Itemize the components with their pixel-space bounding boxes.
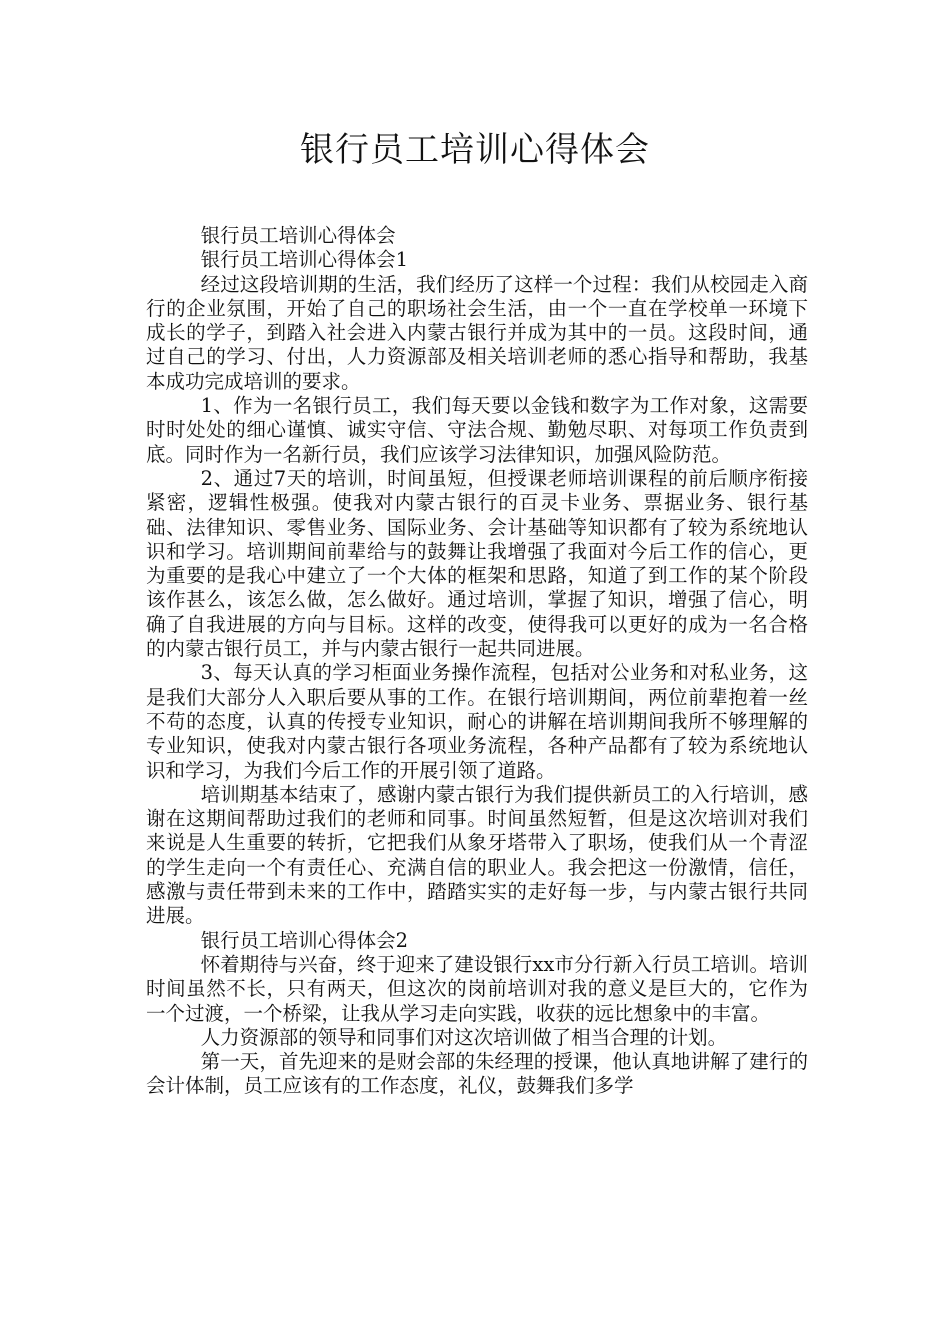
paragraph: 1、作为一名银行员工，我们每天要以金钱和数字为工作对象，这需要时时处处的细心谨慎、诚实守信、守法合规、勤勉尽职、对每项工作负责到底。同时作为一名新行员，我们应该学习法律知识，加强风险防范。: [146, 394, 808, 466]
section-heading-2: 银行员工培训心得体会2: [200, 928, 409, 952]
section-heading-1: 银行员工培训心得体会1: [200, 248, 409, 272]
paragraph: 3、每天认真的学习柜面业务操作流程，包括对公业务和对私业务，这是我们大部分人入职后要从事的工作。在银行培训期间，两位前辈抱着一丝不苟的态度，认真的传授专业知识，耐心的讲解在培训期间我所不够理解的专业知识，使我对内蒙古银行各项业务流程，各种产品都有了较为系统地认识和学习，为我们今后工作的开展引领了道路。: [146, 661, 808, 782]
document-title: 银行员工培训心得体会: [300, 130, 650, 170]
subtitle-line: 银行员工培训心得体会: [200, 224, 396, 247]
paragraph: 2、通过7天的培训，时间虽短，但授课老师培训课程的前后顺序衔接紧密，逻辑性极强。使我对内蒙古银行的百灵卡业务、票据业务、银行基础、法律知识、零售业务、国际业务、会计基础等知识都有了较为系统地认识和学习。培训期间前辈给与的鼓舞让我增强了我面对今后工作的信心，更为重要的是我心中建立了一个大体的框架和思路，知道了到工作的某个阶段该作甚么，该怎么做，怎么做好。通过培训，掌握了知识，增强了信心，明确了自我进展的方向与目标。这样的改变，使得我可以更好的成为一名合格的内蒙古银行员工，并与内蒙古银行一起共同进展。: [146, 466, 808, 661]
paragraph: 经过这段培训期的生活，我们经历了这样一个过程：我们从校园走入商行的企业氛围，开始了自己的职场社会生活，由一个一直在学校单一环境下成长的学子，到踏入社会进入内蒙古银行并成为其中的一员。这段时间，通过自己的学习、付出，人力资源部及相关培训老师的悉心指导和帮助，我基本成功完成培训的要求。: [146, 272, 808, 393]
paragraph: 怀着期待与兴奋，终于迎来了建设银行xx市分行新入行员工培训。培训时间虽然不长，只有两天，但这次的岗前培训对我的意义是巨大的，它作为一个过渡，一个桥梁，让我从学习走向实践，收获的远比想象中的丰富。: [146, 952, 808, 1025]
document-body: [146, 224, 808, 1099]
paragraph: 人力资源部的领导和同事们对这次培训做了相当合理的计划。: [200, 1025, 728, 1049]
paragraph: 培训期基本结束了，感谢内蒙古银行为我们提供新员工的入行培训，感谢在这期间帮助过我们的老师和同事。时间虽然短暂，但是这次培训对我们来说是人生重要的转折，它把我们从象牙塔带入了职场，使我们从一个青涩的学生走向一个有责任心、充满自信的职业人。我会把这一份激情，信任，感激与责任带到未来的工作中，踏踏实实的走好每一步，与内蒙古银行共同进展。: [146, 782, 808, 928]
paragraph: 第一天，首先迎来的是财会部的朱经理的授课，他认真地讲解了建行的会计体制，员工应该有的工作态度，礼仪，鼓舞我们多学: [146, 1050, 808, 1098]
